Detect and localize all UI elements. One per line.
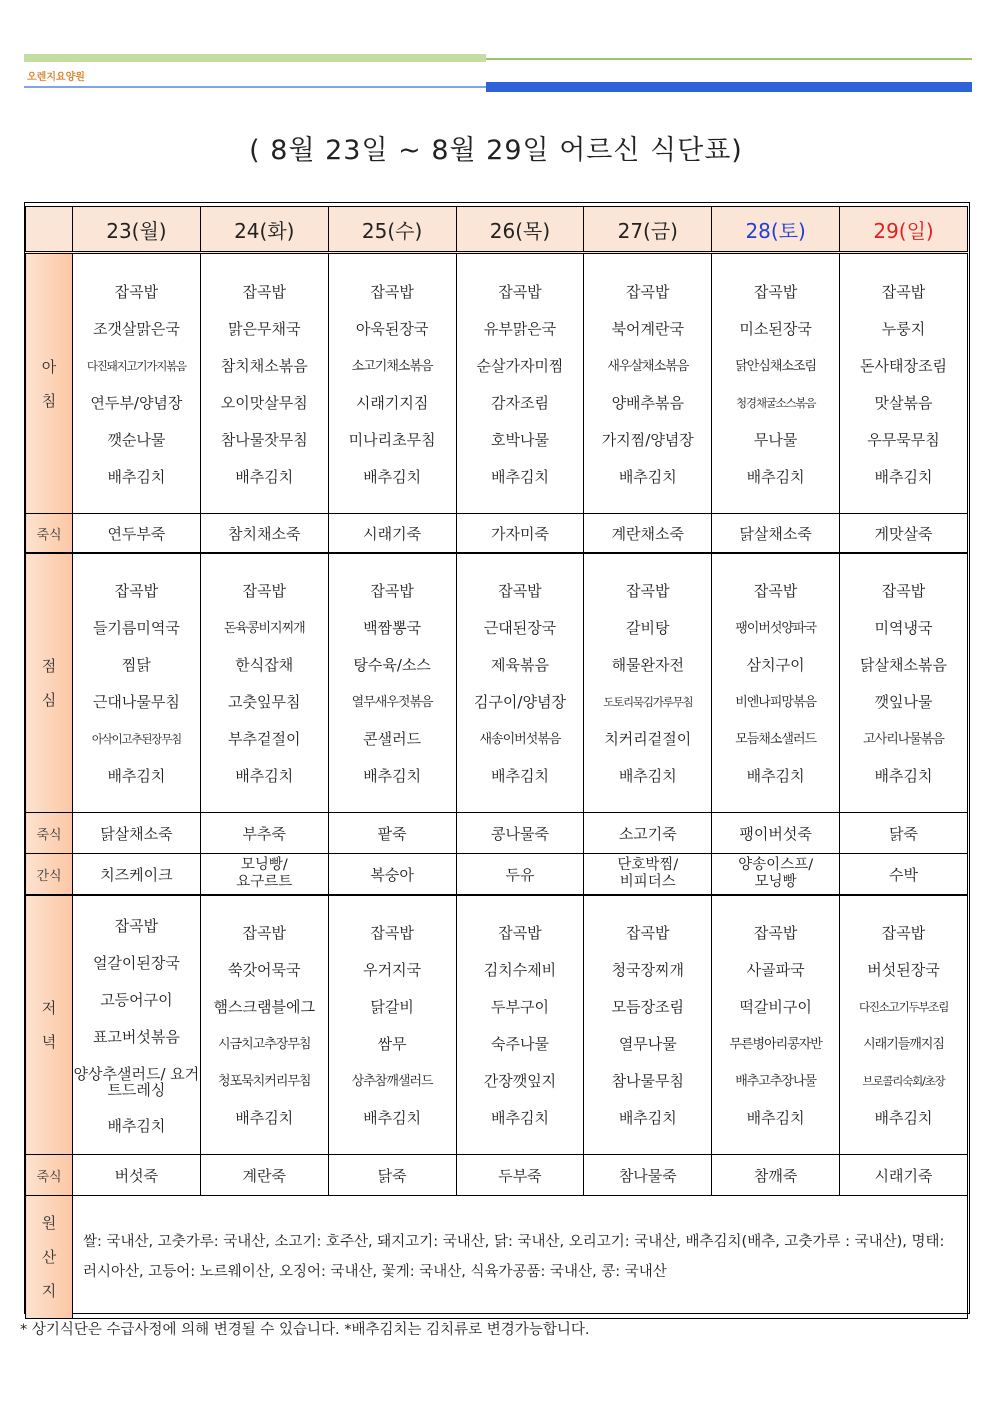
breakfast-porridge-row-text: 닭살채소죽 — [739, 524, 812, 543]
menu-item: 두부구이 — [490, 998, 549, 1016]
snack-row-cell — [328, 854, 456, 896]
menu-item: 배추김치 — [235, 767, 294, 785]
meal-row-breakfast — [26, 253, 968, 514]
menu-item: 상추참깨샐러드 — [351, 1074, 433, 1089]
menu-item: 무른병아리콩자반 — [729, 1037, 822, 1052]
snack-row-cell — [712, 854, 840, 896]
menu-items — [840, 913, 967, 1137]
menu-item: 배추김치 — [235, 467, 294, 486]
meal-cell — [840, 253, 968, 514]
menu-item: 김구이/양념장 — [473, 693, 566, 711]
dinner-porridge-row — [26, 1155, 968, 1196]
lunch-porridge-row-cell — [200, 813, 328, 854]
meal-cell — [73, 895, 201, 1155]
meal-cell — [712, 553, 840, 813]
menu-item: 아욱된장국 — [355, 319, 429, 338]
menu-item: 잡곡밥 — [114, 916, 159, 935]
menu-item: 새송이버섯볶음 — [479, 732, 561, 747]
menu-item: 잡곡밥 — [114, 582, 159, 600]
lunch-porridge-row-cell — [840, 813, 968, 854]
breakfast-porridge-row-cell — [456, 514, 584, 554]
menu-item: 배추김치 — [490, 1109, 549, 1127]
meal-cell — [73, 253, 201, 514]
snack-row-cell — [840, 854, 968, 896]
menu-item: 오이맛살무침 — [220, 393, 308, 412]
menu-item: 참나물무침 — [611, 1072, 685, 1090]
snack-row-text: 양송이스프/ 모닝빵 — [738, 857, 814, 890]
menu-item: 제육볶음 — [490, 656, 549, 674]
menu-item: 열무나물 — [618, 1035, 677, 1053]
menu-items — [73, 272, 200, 496]
lunch-porridge-row-text: 닭죽 — [889, 824, 919, 843]
menu-item: 맑은무채국 — [228, 319, 301, 338]
menu-item: 소고기채소볶음 — [351, 358, 433, 374]
breakfast-porridge-row-text: 게맛살죽 — [874, 524, 933, 543]
menu-item: 배추김치 — [746, 467, 805, 486]
menu-item: 배추김치 — [746, 767, 805, 785]
menu-item: 백짬뽕국 — [363, 619, 422, 637]
menu-item: 삼치구이 — [746, 656, 805, 674]
meal-cell — [200, 253, 328, 514]
menu-item: 시래기지짐 — [355, 393, 429, 412]
breakfast-porridge-row-text: 참치채소죽 — [228, 524, 301, 543]
menu-item: 배추김치 — [107, 1116, 166, 1135]
lunch-porridge-row-cell — [456, 813, 584, 854]
lunch-porridge-row-text: 팽이버섯죽 — [739, 824, 812, 843]
day-header: 26(목) — [456, 207, 584, 253]
meal-row-dinner — [26, 895, 968, 1155]
menu-item: 잡곡밥 — [881, 924, 926, 942]
snack-row — [26, 854, 968, 896]
header-green-bar — [24, 54, 486, 62]
menu-item: 다진돼지고기가지볶음 — [86, 358, 186, 373]
dinner-porridge-row-text: 닭죽 — [377, 1166, 407, 1185]
menu-item: 근대나물무침 — [92, 693, 180, 711]
day-header: 23(월) — [73, 207, 201, 253]
meal-cell — [73, 553, 201, 813]
day-header: 28(토) — [712, 207, 840, 253]
breakfast-porridge-row-cell — [200, 514, 328, 554]
snack-row-text: 모닝빵/ 요구르트 — [236, 857, 293, 890]
meal-cell — [712, 253, 840, 514]
menu-item: 햄스크램블에그 — [213, 998, 315, 1016]
dinner-porridge-row-text: 버섯죽 — [114, 1166, 159, 1185]
menu-item: 잡곡밥 — [498, 582, 542, 600]
menu-item: 표고버섯볶음 — [92, 1027, 180, 1046]
menu-item: 배추김치 — [363, 1109, 422, 1127]
dinner-porridge-row-cell — [456, 1155, 584, 1196]
menu-item: 잡곡밥 — [242, 282, 286, 301]
menu-item: 잡곡밥 — [881, 582, 926, 600]
menu-items — [712, 913, 839, 1137]
row-label-snack — [26, 854, 73, 896]
dinner-porridge-row-cell — [200, 1155, 328, 1196]
header-blue-line — [24, 86, 486, 88]
dinner-porridge-row-text: 시래기죽 — [874, 1166, 933, 1185]
menu-item: 쑥갓어묵국 — [228, 961, 301, 979]
menu-item: 쌈무 — [377, 1035, 407, 1053]
menu-item: 감자조림 — [490, 393, 549, 412]
menu-item: 떡갈비구이 — [739, 998, 812, 1016]
menu-item: 잡곡밥 — [626, 924, 670, 942]
snack-row-text: 복숭아 — [370, 865, 414, 884]
menu-item: 숙주나물 — [490, 1035, 549, 1053]
menu-item: 도토리묵김가루무침 — [603, 695, 693, 709]
day-header: 27(금) — [584, 207, 712, 253]
menu-item: 배추김치 — [363, 467, 422, 486]
menu-item: 콘샐러드 — [363, 730, 422, 748]
dinner-porridge-row-cell — [73, 1155, 201, 1196]
menu-item: 아삭이고추된장무침 — [91, 732, 182, 746]
menu-item: 치커리겉절이 — [604, 730, 692, 748]
dinner-porridge-row-text: 두부죽 — [498, 1166, 542, 1185]
page-title: ( 8월 23일 ~ 8월 29일 어르신 식단표) — [249, 135, 743, 166]
menu-item: 미역냉국 — [874, 619, 933, 637]
row-label-text: 아 침 — [41, 357, 57, 410]
menu-item: 배추김치 — [490, 467, 549, 486]
menu-item: 순살가자미찜 — [476, 356, 564, 375]
lunch-porridge-row-text: 닭살채소죽 — [100, 824, 173, 843]
breakfast-porridge-row-text: 계란채소죽 — [611, 524, 685, 543]
snack-row-text: 치즈케이크 — [100, 865, 173, 884]
menu-item: 잡곡밥 — [881, 282, 926, 301]
menu-item: 청포묵치커리무침 — [218, 1074, 311, 1089]
origin-row — [26, 1196, 968, 1319]
row-label-breakfast — [26, 253, 73, 514]
meal-cell — [584, 895, 712, 1155]
corner-cell — [26, 207, 73, 253]
menu-item: 북어계란국 — [611, 319, 685, 338]
org-name: 오렌지요양원 — [27, 72, 85, 83]
menu-item: 시래기들깨지짐 — [863, 1037, 944, 1052]
menu-item: 우거지국 — [363, 961, 422, 979]
menu-item: 시금치고추장무침 — [218, 1037, 311, 1052]
menu-item: 돈사태장조림 — [860, 356, 947, 375]
snack-row-cell — [200, 854, 328, 896]
meal-row-lunch — [26, 553, 968, 813]
menu-items — [712, 272, 839, 496]
menu-item: 연두부/양념장 — [90, 393, 183, 412]
breakfast-porridge-row-text: 연두부죽 — [107, 524, 166, 543]
menu-items — [840, 272, 967, 496]
menu-items — [584, 571, 711, 795]
dinner-porridge-row-text: 참나물죽 — [618, 1166, 677, 1185]
snack-row-cell — [73, 854, 201, 896]
menu-item: 모듬장조림 — [611, 998, 685, 1016]
menu-item: 잡곡밥 — [753, 924, 798, 942]
dinner-porridge-row-cell — [712, 1155, 840, 1196]
breakfast-porridge-row-cell — [840, 514, 968, 554]
menu-item: 미나리초무침 — [348, 430, 436, 449]
meal-cell — [328, 253, 456, 514]
menu-item: 잡곡밥 — [498, 924, 542, 942]
menu-table — [25, 206, 968, 1319]
menu-item: 깻순나물 — [107, 430, 166, 449]
breakfast-porridge-row-cell — [328, 514, 456, 554]
menu-item: 잡곡밥 — [626, 282, 670, 301]
menu-item: 갈비탕 — [626, 619, 670, 637]
row-label-porridge — [26, 813, 73, 854]
menu-item: 배추김치 — [874, 1109, 933, 1127]
menu-item: 닭살채소볶음 — [860, 656, 947, 674]
dinner-porridge-row-text: 계란죽 — [242, 1166, 286, 1185]
menu-item: 다진소고기두부조림 — [858, 1000, 949, 1014]
row-label-porridge — [26, 514, 73, 554]
menu-item: 청경채굴소스볶음 — [736, 395, 816, 410]
menu-item: 근대된장국 — [483, 619, 557, 637]
menu-item: 고사리나물볶음 — [863, 732, 944, 747]
menu-item: 잡곡밥 — [753, 282, 798, 301]
meal-cell — [200, 895, 328, 1155]
meal-cell — [456, 895, 584, 1155]
row-label-text: 죽식 — [36, 1169, 62, 1185]
menu-item: 잡곡밥 — [370, 924, 414, 942]
menu-item: 잡곡밥 — [114, 282, 159, 301]
lunch-porridge-row — [26, 813, 968, 854]
breakfast-porridge-row-cell — [712, 514, 840, 554]
lunch-porridge-row-cell — [584, 813, 712, 854]
row-label-porridge — [26, 1155, 73, 1196]
menu-item: 새우살채소볶음 — [607, 358, 689, 374]
menu-item: 배추김치 — [363, 767, 422, 785]
menu-item: 미소된장국 — [739, 319, 812, 338]
menu-item: 찜닭 — [121, 656, 151, 674]
menu-item: 얼갈이된장국 — [92, 953, 180, 972]
row-label-text: 죽식 — [36, 827, 62, 843]
menu-item: 양배추볶음 — [611, 393, 685, 412]
footnote: * 상기식단은 수급사정에 의해 변경될 수 있습니다. *배추김치는 김치류로 변경가능합니다. — [20, 1322, 590, 1338]
menu-items — [457, 913, 584, 1137]
menu-items — [329, 913, 456, 1137]
menu-item: 간장깻잎지 — [483, 1072, 557, 1090]
menu-item: 잡곡밥 — [626, 582, 670, 600]
menu-item: 유부맑은국 — [483, 319, 557, 338]
meal-cell — [456, 553, 584, 813]
menu-item: 우무묵무침 — [867, 430, 940, 449]
menu-item: 열무새우젓볶음 — [351, 695, 433, 710]
menu-item: 해물완자전 — [611, 656, 685, 674]
menu-item: 팽이버섯양파국 — [735, 621, 817, 636]
menu-items — [584, 913, 711, 1137]
dinner-porridge-row-text: 참깨죽 — [753, 1166, 798, 1185]
day-header: 24(화) — [200, 207, 328, 253]
menu-items — [584, 272, 711, 496]
menu-item: 잡곡밥 — [370, 582, 414, 600]
menu-items — [712, 571, 839, 795]
lunch-porridge-row-cell — [73, 813, 201, 854]
dinner-porridge-row-cell — [840, 1155, 968, 1196]
row-label-text: 죽식 — [36, 527, 62, 543]
menu-item: 배추김치 — [235, 1109, 294, 1127]
menu-item: 호박나물 — [490, 430, 549, 449]
menu-item: 가지찜/양념장 — [601, 430, 694, 449]
lunch-porridge-row-cell — [328, 813, 456, 854]
menu-item: 들기름미역국 — [92, 619, 180, 637]
menu-items — [201, 913, 328, 1137]
snack-row-text: 단호박찜/ 비피더스 — [617, 857, 679, 890]
menu-item: 비엔나피망볶음 — [735, 695, 817, 710]
menu-item: 누룽지 — [881, 319, 926, 338]
dinner-porridge-row-cell — [328, 1155, 456, 1196]
menu-item: 조갯살맑은국 — [92, 319, 180, 338]
row-label-text: 점 심 — [41, 657, 57, 709]
lunch-porridge-row-text: 팥죽 — [377, 824, 407, 843]
menu-items — [201, 571, 328, 795]
menu-item: 닭갈비 — [370, 998, 414, 1016]
row-label-text: 원 산 지 — [41, 1214, 57, 1300]
row-label-text: 간식 — [36, 868, 62, 884]
breakfast-porridge-row-cell — [584, 514, 712, 554]
menu-items — [329, 571, 456, 795]
lunch-porridge-row-text: 소고기죽 — [618, 824, 677, 843]
breakfast-porridge-row-text: 시래기죽 — [363, 524, 422, 543]
menu-items — [201, 272, 328, 496]
lunch-porridge-row-text: 부추죽 — [242, 824, 286, 843]
menu-item: 부추겉절이 — [228, 730, 301, 748]
menu-item: 맛살볶음 — [874, 393, 933, 412]
menu-items — [457, 571, 584, 795]
menu-item: 잡곡밥 — [753, 582, 798, 600]
menu-item: 잡곡밥 — [242, 924, 286, 942]
meal-cell — [584, 553, 712, 813]
menu-item: 배추김치 — [107, 767, 166, 785]
menu-item: 닭안심채소조림 — [735, 358, 817, 374]
menu-item: 배추고추장나물 — [735, 1074, 817, 1089]
meal-cell — [840, 895, 968, 1155]
meal-cell — [328, 895, 456, 1155]
menu-item: 청국장찌개 — [611, 961, 685, 979]
menu-item: 배추김치 — [746, 1109, 805, 1127]
snack-row-cell — [584, 854, 712, 896]
menu-items — [457, 272, 584, 496]
menu-item: 깻잎나물 — [874, 693, 933, 711]
menu-item: 고춧잎무침 — [228, 693, 301, 711]
menu-item: 잡곡밥 — [242, 582, 286, 600]
breakfast-porridge-row-cell — [73, 514, 201, 554]
menu-items — [73, 571, 200, 795]
menu-item: 고등어구이 — [100, 990, 173, 1009]
menu-item: 참나물잣무침 — [220, 430, 308, 449]
menu-item: 버섯된장국 — [867, 961, 940, 979]
menu-items — [329, 272, 456, 496]
menu-item: 사골파국 — [746, 961, 805, 979]
menu-item: 잡곡밥 — [370, 282, 414, 301]
menu-item: 무나물 — [753, 430, 798, 449]
meal-cell — [584, 253, 712, 514]
header-blue-bar — [486, 82, 972, 92]
menu-item: 배추김치 — [490, 767, 549, 785]
menu-items — [840, 571, 967, 795]
origin-cell — [73, 1196, 968, 1319]
menu-item: 양상추샐러드/ 요거트드레싱 — [73, 1064, 200, 1099]
snack-row-text: 수박 — [889, 865, 919, 884]
day-header: 29(일) — [840, 207, 968, 253]
menu-item: 탕수육/소스 — [353, 656, 431, 674]
meal-cell — [456, 253, 584, 514]
day-header: 25(수) — [328, 207, 456, 253]
breakfast-porridge-row-text: 가자미죽 — [490, 524, 549, 543]
menu-item: 배추김치 — [107, 467, 166, 486]
menu-item: 모듬채소샐러드 — [735, 732, 817, 747]
row-label-text: 저 녁 — [41, 999, 57, 1051]
row-label-dinner — [26, 895, 73, 1155]
snack-row-cell — [456, 854, 584, 896]
lunch-porridge-row-cell — [712, 813, 840, 854]
menu-item: 배추김치 — [618, 1109, 677, 1127]
row-label-lunch — [26, 553, 73, 813]
lunch-porridge-row-text: 콩나물죽 — [490, 824, 549, 843]
meal-cell — [712, 895, 840, 1155]
menu-item: 잡곡밥 — [498, 282, 542, 301]
menu-item: 돈육콩비지찌개 — [223, 621, 305, 636]
menu-item: 배추김치 — [618, 467, 677, 486]
menu-item: 한식잡채 — [235, 656, 294, 674]
meal-cell — [200, 553, 328, 813]
menu-item: 참치채소볶음 — [220, 356, 308, 375]
menu-item: 배추김치 — [618, 767, 677, 785]
snack-row-text: 두유 — [505, 865, 535, 884]
header-row — [26, 207, 968, 253]
meal-cell — [840, 553, 968, 813]
menu-item: 김치수제비 — [483, 961, 557, 979]
menu-item: 브로콜리숙회/초장 — [862, 1074, 945, 1088]
origin-text: 쌀: 국내산, 고춧가루: 국내산, 소고기: 호주산, 돼지고기: 국내산, 닭: 국내산, 오리고기: 국내산, 배추김치(배추, 고춧가루 : 국내산), 명태: 러시아산, 고등어: 노르웨이산, 오징어: 국내산, 꽃게: 국내산, 식육가공품: 국내산, 콩: 국내산 — [83, 1234, 945, 1280]
row-label-origin — [26, 1196, 73, 1319]
menu-item: 배추김치 — [874, 767, 933, 785]
breakfast-porridge-row — [26, 514, 968, 554]
menu-items — [73, 906, 200, 1145]
header-green-line — [486, 58, 972, 60]
dinner-porridge-row-cell — [584, 1155, 712, 1196]
meal-cell — [328, 553, 456, 813]
menu-item: 배추김치 — [874, 467, 933, 486]
